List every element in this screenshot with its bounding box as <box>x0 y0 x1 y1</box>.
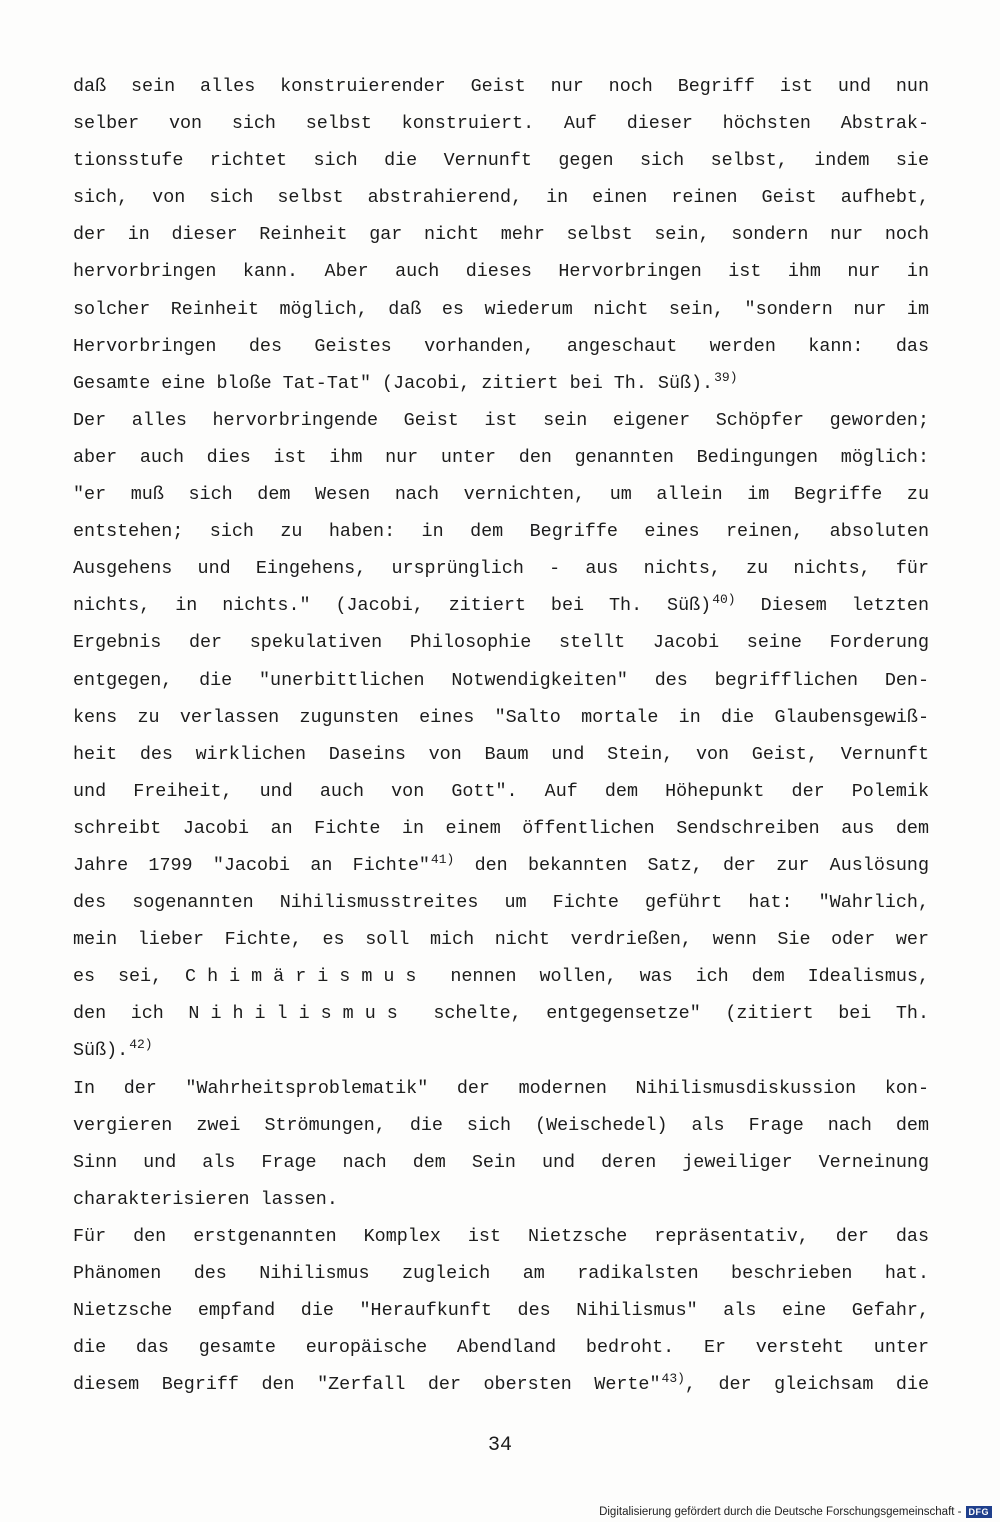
text-line: der in dieser Reinheit gar nicht mehr selbst sein, sondern nur noch <box>73 224 929 246</box>
footnote-marker: 42) <box>129 1037 153 1053</box>
text-segment: diesem Begriff den "Zerfall der obersten Werte" <box>73 1374 661 1396</box>
text-line: und Freiheit, und auch von Gott". Auf dem Höhepunkt der Polemik <box>73 780 929 802</box>
digitization-footer <box>599 1506 992 1518</box>
text-segment: Jahre 1799 "Jacobi an Fichte" <box>73 854 430 876</box>
text-line: entgegen, die "unerbittlichen Notwendigkeiten" des begrifflichen Den- <box>73 669 929 691</box>
spaced-term: Chimärismus <box>185 966 428 988</box>
text-line: schreibt Jacobi an Fichte in einem öffentlichen Sendschreiben aus dem <box>73 817 929 839</box>
text-segment: schelte, entgegensetze" (zitiert bei Th. <box>408 1003 929 1025</box>
text-line: vergieren zwei Strömungen, die sich (Weischedel) als Frage nach dem <box>73 1114 929 1136</box>
text-line: charakterisieren lassen. <box>73 1188 338 1210</box>
dfg-logo: DFG <box>966 1506 993 1518</box>
text-line: sich, von sich selbst abstrahierend, in einen reinen Geist aufhebt, <box>73 187 929 209</box>
text-segment: nichts, in nichts." (Jacobi, zitiert bei Th. Süß) <box>73 595 712 617</box>
text-line <box>73 958 929 995</box>
text-line <box>73 995 929 1032</box>
text-line: kens zu verlassen zugunsten eines "Salto mortale in die Glaubensgewiß- <box>73 706 929 728</box>
footnote-marker: 41) <box>430 851 455 867</box>
footnote-marker: 43) <box>661 1371 685 1387</box>
text-line: des sogenannten Nihilismusstreites um Fichte geführt hat: "Wahrlich, <box>73 892 929 914</box>
text-segment: den ich <box>73 1003 164 1025</box>
text-line: Hervorbringen des Geistes vorhanden, angeschaut werden kann: das <box>73 335 929 357</box>
text-line: daß sein alles konstruierender Geist nur noch Begriff ist und nun <box>73 76 929 97</box>
text-segment: den bekannten Satz, der zur Auslösung <box>454 854 929 876</box>
text-segment: Diesem letzten <box>735 595 929 617</box>
text-line <box>73 365 929 402</box>
text-line: In der "Wahrheitsproblematik" der modernen Nihilismusdiskussion kon- <box>73 1077 929 1099</box>
text-line <box>73 847 929 884</box>
text-line: Nietzsche empfand die "Heraufkunft des Nihilismus" als eine Gefahr, <box>73 1300 929 1322</box>
text-line <box>73 1032 929 1069</box>
text-line: Sinn und als Frage nach dem Sein und deren jeweiliger Verneinung <box>73 1151 929 1173</box>
text-line: Ausgehens und Eingehens, ursprünglich - aus nichts, zu nichts, für <box>73 558 929 580</box>
text-line: Ergebnis der spekulativen Philosophie stellt Jacobi seine Forderung <box>73 632 929 654</box>
text-line: solcher Reinheit möglich, daß es wiederum nicht sein, "sondern nur im <box>73 298 929 320</box>
text-line: selber von sich selbst konstruiert. Auf dieser höchsten Abstrak- <box>73 113 929 135</box>
footnote-marker: 39) <box>714 369 738 385</box>
text-segment: es sei, <box>73 966 163 988</box>
text-line: Phänomen des Nihilismus zugleich am radikalsten beschrieben hat. <box>73 1263 929 1284</box>
text-line: Für den erstgenannten Komplex ist Nietzsche repräsentativ, der das <box>73 1225 929 1247</box>
footer-text: Digitalisierung gefördert durch die Deutsche Forschungsgemeinschaft - <box>599 1506 962 1518</box>
text-segment: nennen wollen, was ich dem Idealismus, <box>427 966 929 988</box>
text-line: tionsstufe richtet sich die Vernunft gegen sich selbst, indem sie <box>73 150 929 172</box>
text-line: die das gesamte europäische Abendland bedroht. Er versteht unter <box>73 1337 929 1359</box>
text-line: "er muß sich dem Wesen nach vernichten, um allein im Begriffe zu <box>73 484 929 506</box>
text-line: entstehen; sich zu haben: in dem Begriffe eines reinen, absoluten <box>73 521 929 543</box>
text-line: aber auch dies ist ihm nur unter den genannten Bedingungen möglich: <box>73 446 929 468</box>
text-segment: Gesamte eine bloße Tat-Tat" (Jacobi, zitiert bei Th. Süß). <box>73 372 714 394</box>
text-segment: , der gleichsam die <box>684 1374 929 1396</box>
text-line <box>73 587 929 624</box>
text-segment: Süß). <box>73 1040 129 1062</box>
body-text <box>73 68 929 1403</box>
text-line: hervorbringen kann. Aber auch dieses Hervorbringen ist ihm nur in <box>73 261 929 283</box>
page-number: 34 <box>487 1434 512 1457</box>
text-line <box>73 1366 929 1403</box>
text-line: heit des wirklichen Daseins von Baum und Stein, von Geist, Vernunft <box>73 743 929 765</box>
footnote-marker: 40) <box>712 592 736 608</box>
text-line: Der alles hervorbringende Geist ist sein eigener Schöpfer geworden; <box>73 409 929 431</box>
text-line: mein lieber Fichte, es soll mich nicht verdrießen, wenn Sie oder wer <box>73 929 929 951</box>
spaced-term: Nihilismus <box>188 1003 409 1025</box>
